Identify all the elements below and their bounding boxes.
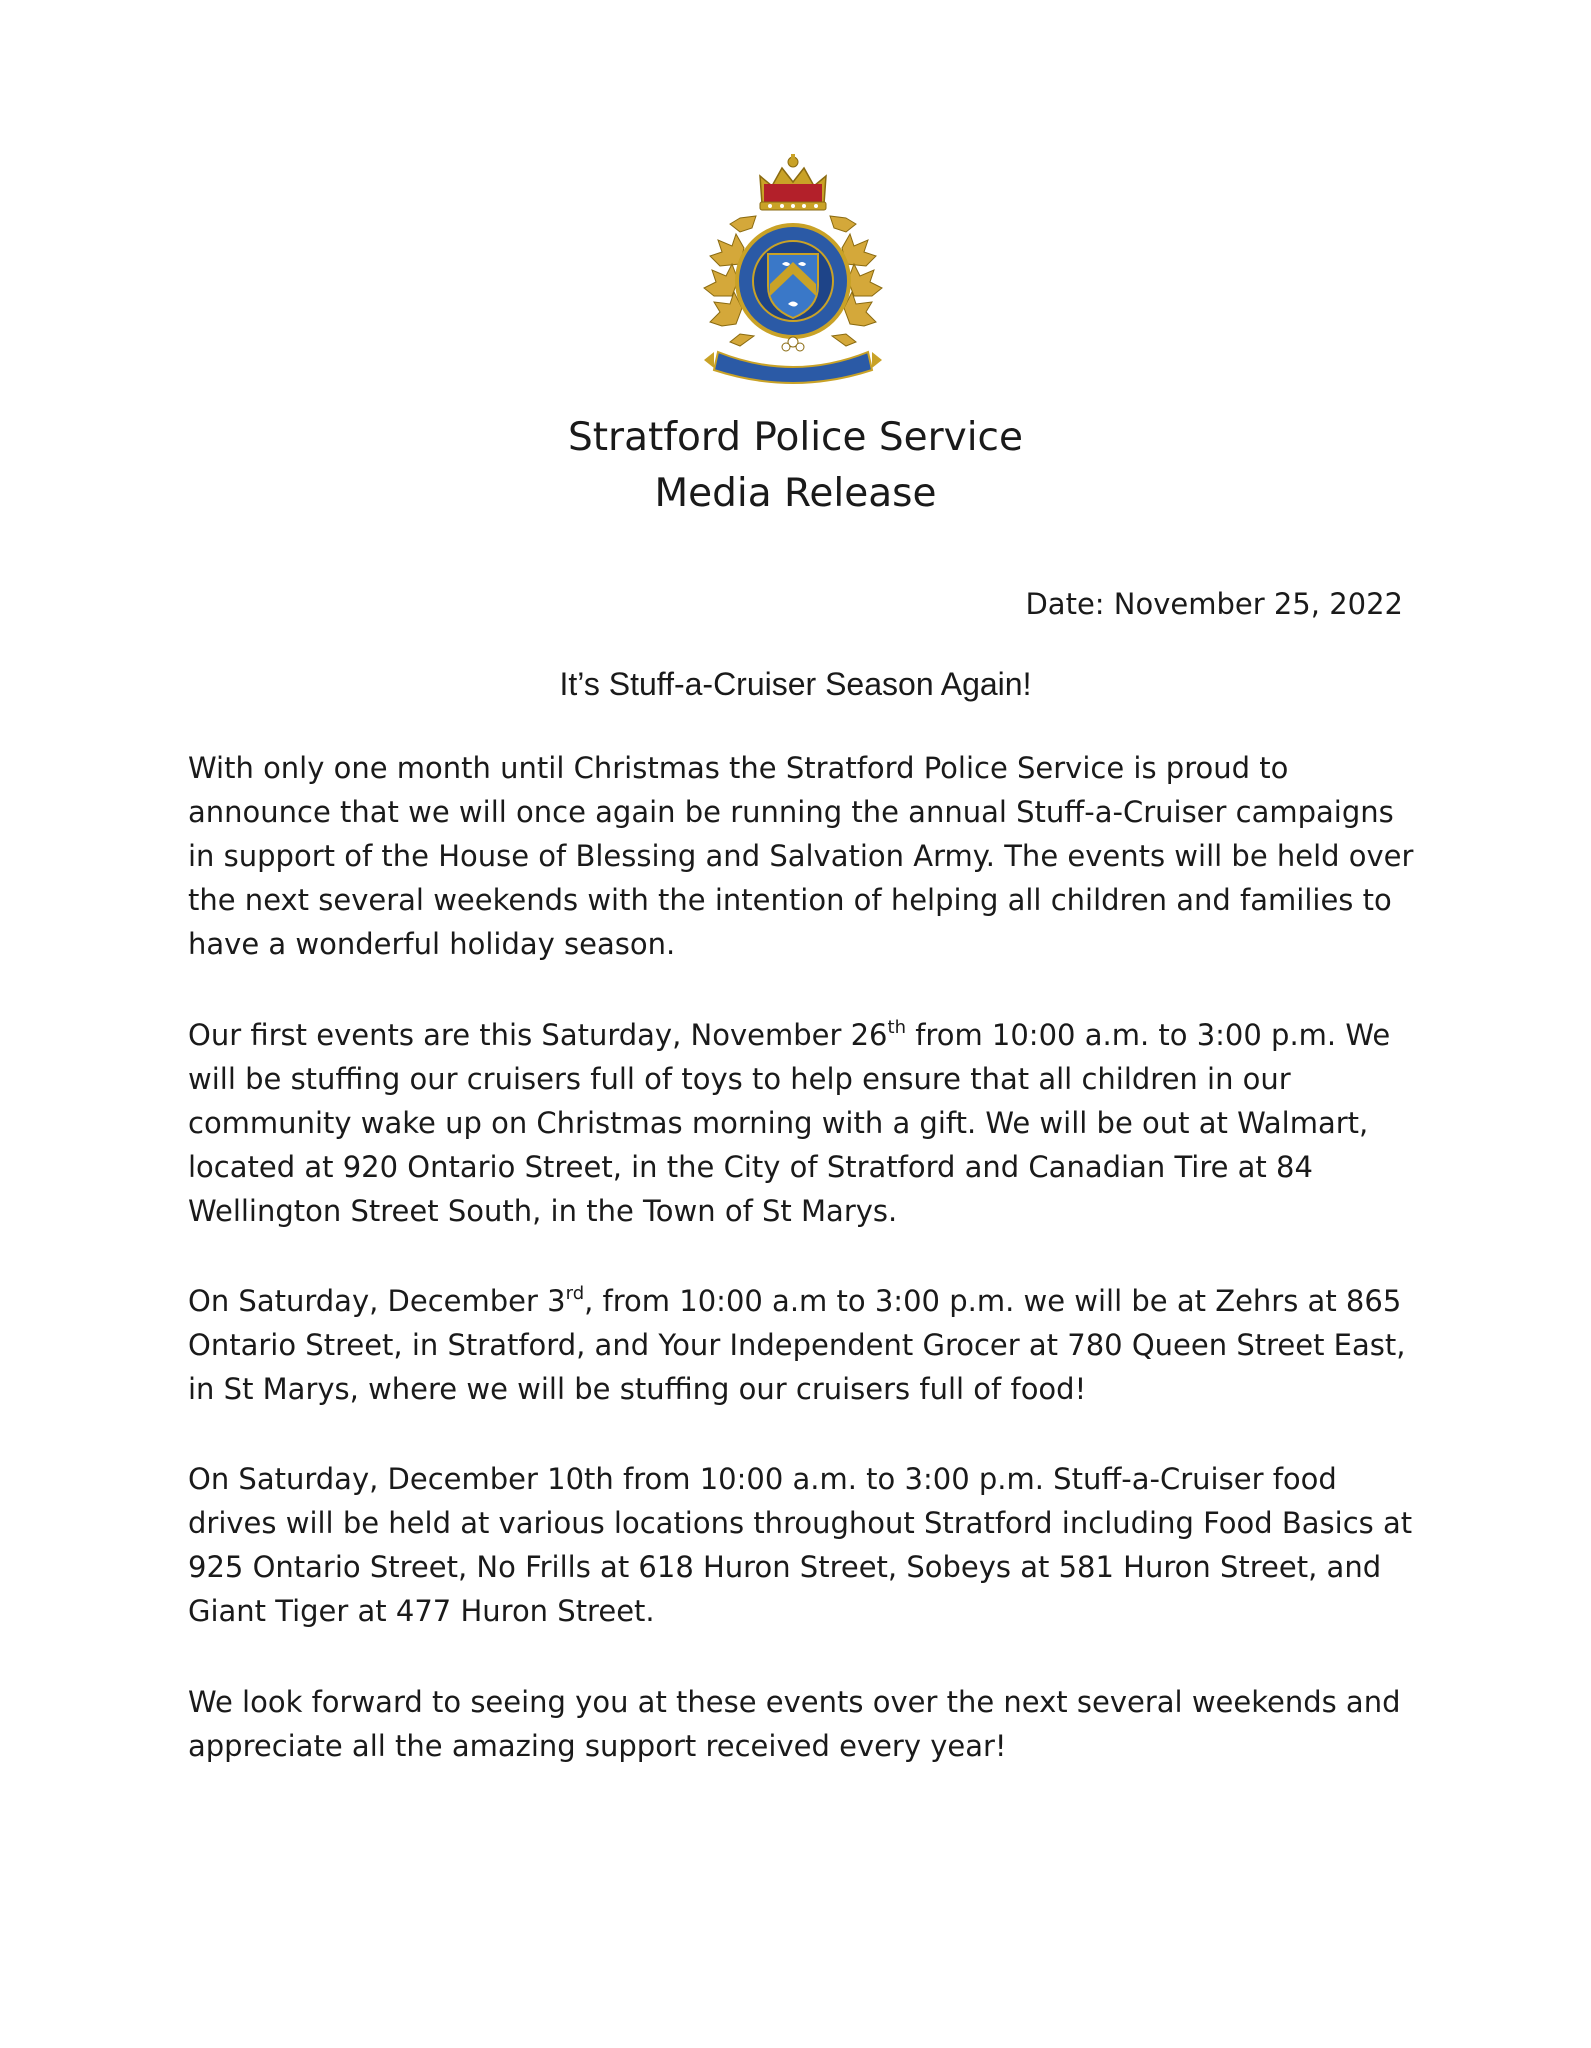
banner-icon: [704, 352, 882, 383]
trillium-icon: [782, 337, 804, 351]
paragraph-december-10: On Saturday, December 10th from 10:00 a.m. to 3:00 p.m. Stuff-a-Cruiser food drives will be held at various locations throughout Stratford including Food Basics at 925 Ontario Street, No Frills at 618 Huron Street, Sobeys at 581 Huron Street, and Giant Tiger at 477 Huron Street.: [188, 1462, 1413, 1628]
stratford-police-crest-icon: [700, 146, 886, 386]
ordinal-suffix: rd: [565, 1283, 585, 1304]
paragraph-text: from 10:00 a.m. to 3:00 p.m. We will be stuffing our cruisers full of toys to help ensure that all children in our community wake up on Christmas morning with a gift. We will be out at Walmart, located at 920 Ontario Street, in the City of Stratford and Canadian Tire at 84 Wellington Street South, in the Town of St Marys.: [188, 1018, 1391, 1228]
paragraph-text: On Saturday, December 3: [188, 1284, 566, 1318]
headline: It’s Stuff-a-Cruiser Season Again!: [559, 666, 1032, 702]
document-type: Media Release: [654, 471, 937, 516]
paragraph-first-events: [188, 1013, 1418, 1233]
organization-name: Stratford Police Service: [568, 415, 1023, 460]
paragraph-december-3: [188, 1279, 1418, 1411]
ordinal-suffix: th: [887, 1017, 906, 1038]
release-date: Date: November 25, 2022: [1025, 587, 1403, 621]
paragraph-intro: With only one month until Christmas the Stratford Police Service is proud to announce that we will once again be running the annual Stuff-a-Cruiser campaigns in support of the House of Blessing and Salvation Army. The events will be held over the next several weekends with the intention of helping all children and families to have a wonderful holiday season.: [188, 751, 1414, 961]
paragraph-text: Our first events are this Saturday, November 26: [188, 1018, 888, 1052]
crown-icon: [760, 154, 826, 210]
paragraph-text: , from 10:00 a.m to 3:00 p.m. we will be at Zehrs at 865 Ontario Street, in Stratford, and Your Independent Grocer at 780 Queen Street East, in St Marys, where we will be stuffing our cruisers full of food!: [188, 1284, 1406, 1406]
paragraph-closing: We look forward to seeing you at these events over the next several weekends and appreciate all the amazing support received every year!: [188, 1685, 1401, 1763]
